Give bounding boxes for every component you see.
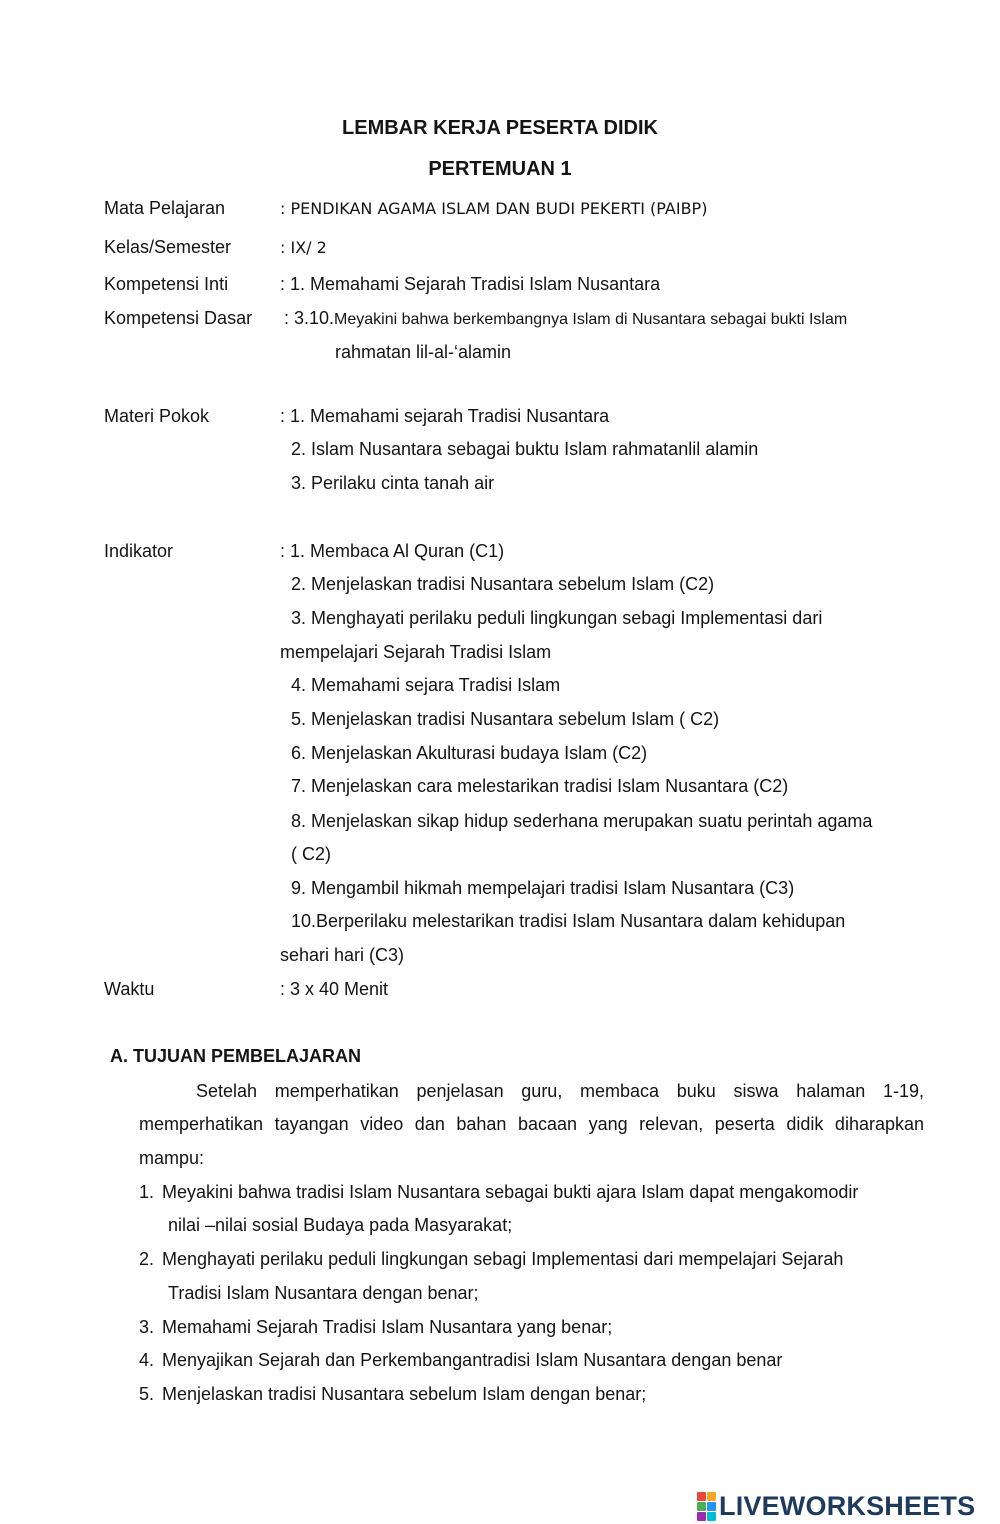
kd-prefix: : 3.10. [284, 308, 335, 328]
materi-label: Materi Pokok [104, 406, 210, 426]
logo-block [697, 1502, 706, 1511]
tujuan-intro-line: memperhatikan tayangan video dan bahan bacaan yang relevan, peserta didik diharapkan [139, 1114, 924, 1134]
waktu-label: Waktu [104, 979, 155, 999]
tujuan-intro-line: mampu: [139, 1148, 205, 1168]
kelas-label: Kelas/Semester [104, 237, 232, 257]
ki-label: Kompetensi Inti [104, 274, 229, 294]
mapel-label: Mata Pelajaran [104, 198, 226, 218]
logo-block [707, 1492, 716, 1501]
indikator-line: 9. Mengambil hikmah mempelajari tradisi Islam Nusantara (C3) [291, 878, 795, 898]
tujuan-item-number: 4. [139, 1350, 155, 1370]
document-title: LEMBAR KERJA PESERTA DIDIK [342, 117, 658, 139]
kelas-value: : IX/ 2 [280, 238, 327, 257]
ki-value: : 1. Memahami Sejarah Tradisi Islam Nusantara [280, 274, 661, 294]
kd-line1: Meyakini bahwa berkembangnya Islam di Nusantara sebagai bukti Islam [334, 311, 848, 328]
tujuan-item-number: 2. [139, 1249, 155, 1269]
tujuan-item-text: nilai –nilai sosial Budaya pada Masyarakat; [168, 1215, 513, 1235]
logo-block [707, 1512, 716, 1521]
logo-blocks-icon [697, 1492, 716, 1521]
kd-line2: rahmatan lil-al-‘alamin [335, 342, 512, 362]
indikator-label: Indikator [104, 541, 174, 561]
waktu-value: : 3 x 40 Menit [280, 979, 389, 999]
tujuan-item-text: Meyakini bahwa tradisi Islam Nusantara sebagai bukti ajara Islam dapat mengakomodir [162, 1182, 859, 1202]
tujuan-intro-line: Setelah memperhatikan penjelasan guru, membaca buku siswa halaman 1-19, [196, 1081, 924, 1101]
indikator-line: 6. Menjelaskan Akulturasi budaya Islam (C2) [291, 743, 648, 763]
tujuan-item-text: Menghayati perilaku peduli lingkungan sebagi Implementasi dari mempelajari Sejarah [162, 1249, 844, 1269]
kd-label: Kompetensi Dasar [104, 308, 253, 328]
indikator-line: : 1. Membaca Al Quran (C1) [280, 541, 505, 561]
indikator-line: 10.Berperilaku melestarikan tradisi Islam Nusantara dalam kehidupan [291, 911, 846, 931]
logo-block [697, 1512, 706, 1521]
indikator-line: 5. Menjelaskan tradisi Nusantara sebelum Islam ( C2) [291, 709, 720, 729]
tujuan-heading: A. TUJUAN PEMBELAJARAN [110, 1046, 362, 1066]
indikator-line: 7. Menjelaskan cara melestarikan tradisi Islam Nusantara (C2) [291, 776, 789, 796]
indikator-line: 8. Menjelaskan sikap hidup sederhana merupakan suatu perintah agama [291, 811, 873, 831]
indikator-line: sehari hari (C3) [280, 945, 405, 965]
indikator-line: 2. Menjelaskan tradisi Nusantara sebelum Islam (C2) [291, 574, 715, 594]
indikator-line: mempelajari Sejarah Tradisi Islam [280, 642, 552, 662]
logo-block [697, 1492, 706, 1501]
indikator-line: 3. Menghayati perilaku peduli lingkungan sebagi Implementasi dari [291, 608, 823, 628]
kd-value [284, 308, 847, 329]
indikator-line: ( C2) [291, 844, 331, 864]
materi-item: 2. Islam Nusantara sebagai buktu Islam rahmatanlil alamin [291, 439, 759, 459]
logo-text: LIVEWORKSHEETS [719, 1490, 976, 1521]
materi-item: 3. Perilaku cinta tanah air [291, 473, 495, 493]
tujuan-item-text: Tradisi Islam Nusantara dengan benar; [168, 1283, 479, 1303]
logo-block [707, 1502, 716, 1511]
tujuan-item-number: 5. [139, 1384, 155, 1404]
indikator-line: 4. Memahami sejara Tradisi Islam [291, 675, 561, 695]
materi-item: : 1. Memahami sejarah Tradisi Nusantara [280, 406, 610, 426]
document-subtitle: PERTEMUAN 1 [428, 158, 572, 180]
tujuan-item-text: Memahami Sejarah Tradisi Islam Nusantara yang benar; [162, 1317, 613, 1337]
tujuan-item-number: 1. [139, 1182, 155, 1202]
tujuan-item-text: Menjelaskan tradisi Nusantara sebelum Islam dengan benar; [162, 1384, 647, 1404]
tujuan-item-text: Menyajikan Sejarah dan Perkembangantradisi Islam Nusantara dengan benar [162, 1350, 783, 1370]
mapel-value: : PENDIKAN AGAMA ISLAM DAN BUDI PEKERTI (PAIBP) [280, 199, 708, 218]
tujuan-item-number: 3. [139, 1317, 155, 1337]
liveworksheets-logo[interactable] [697, 1492, 975, 1520]
